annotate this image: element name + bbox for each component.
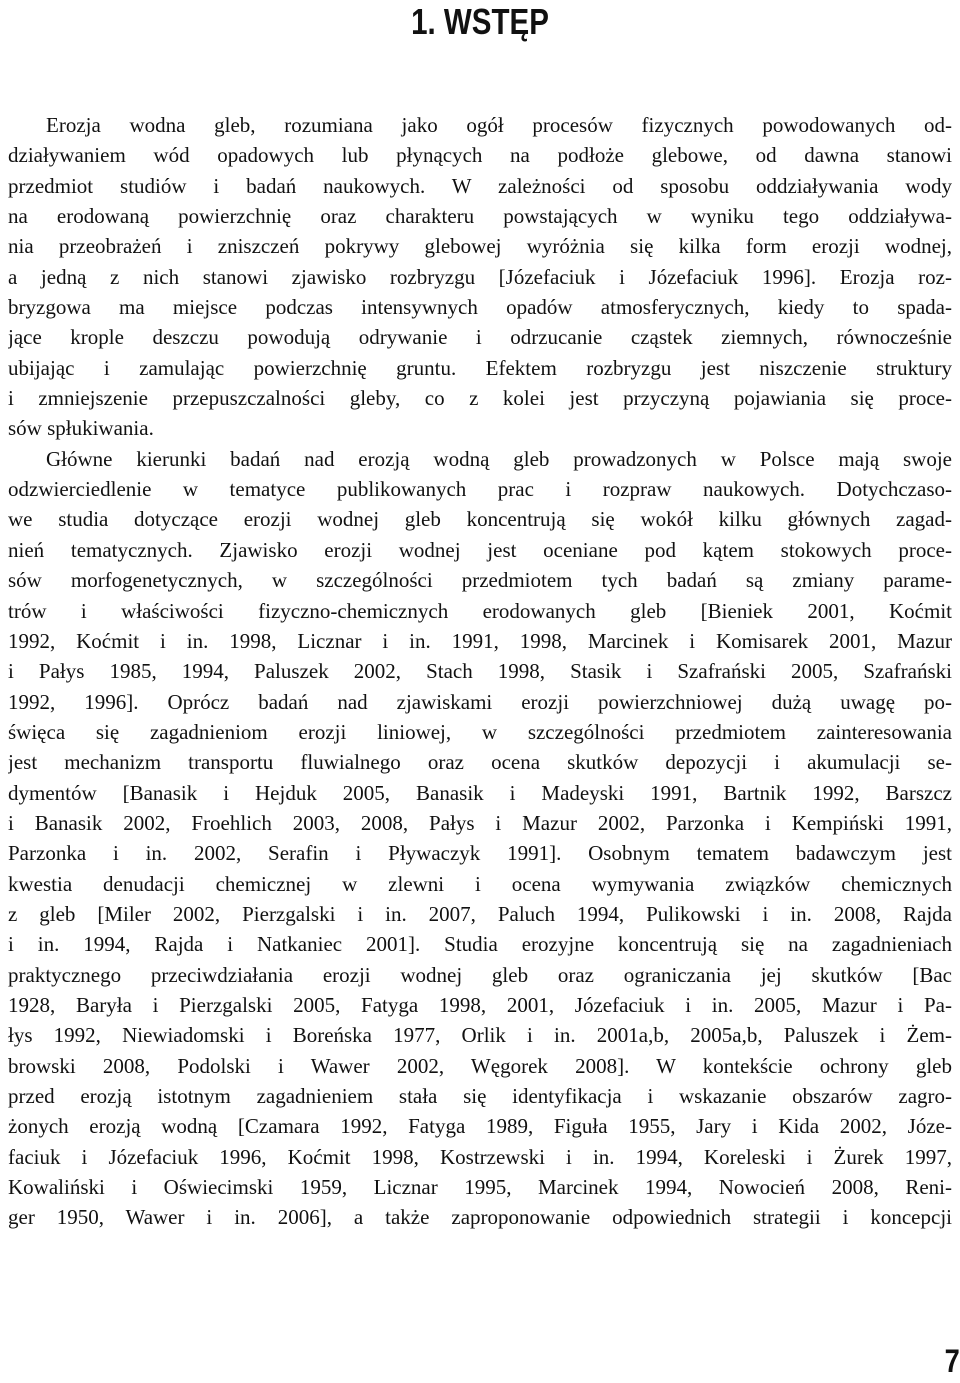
page-number: 7	[944, 1343, 960, 1379]
text-line: z gleb [Miler 2002, Pierzgalski i in. 2007, Paluch 1994, Pulikowski i in. 2008, Rajda	[8, 901, 952, 926]
text-line: święca się zagadnieniom erozji liniowej, w szczególności przedmiotem zainteresowania	[8, 719, 952, 744]
text-line: browski 2008, Podolski i Wawer 2002, Węgorek 2008]. W kontekście ochrony gleb	[8, 1053, 952, 1078]
text-line: Parzonka i in. 2002, Serafin i Pływaczyk 1991]. Osobnym tematem badawczym jest	[8, 841, 952, 866]
text-line: i Pałys 1985, 1994, Paluszek 2002, Stach 1998, Stasik i Szafrański 2005, Szafrański	[8, 659, 952, 684]
body-text	[8, 110, 952, 1233]
text-line: praktycznego przeciwdziałania erozji wodnej gleb oraz ograniczania jej skutków [Bac	[8, 962, 952, 987]
text-line: na erodowaną powierzchnię oraz charakteru powstających w wyniku tego oddziaływa-	[8, 204, 952, 229]
text-line: a jedną z nich stanowi zjawisko rozbryzgu [Józefaciuk i Józefaciuk 1996]. Erozja roz-	[8, 264, 952, 289]
text-line: Kowaliński i Oświecimski 1959, Licznar 1995, Marcinek 1994, Nowocień 2008, Reni-	[8, 1175, 952, 1200]
text-line: Erozja wodna gleb, rozumiana jako ogół procesów fizycznych powodowanych od-	[46, 113, 952, 137]
paragraph	[8, 444, 952, 1233]
text-line: Główne kierunki badań nad erozją wodną gleb prowadzonych w Polsce mają swoje	[46, 446, 952, 471]
text-line: 1992, 1996]. Oprócz badań nad zjawiskami erozji powierzchniowej dużą uwagę po-	[8, 689, 952, 714]
text-line: jest mechanizm transportu fluwialnego oraz ocena skutków depozycji i akumulacji se-	[8, 750, 952, 775]
text-line: faciuk i Józefaciuk 1996, Koćmit 1998, Kostrzewski i in. 1994, Koreleski i Żurek 1997,	[8, 1144, 952, 1169]
text-line: przedmiot studiów i badań naukowych. W zależności od sposobu oddziaływania wody	[8, 173, 952, 198]
text-line: odzwierciedlenie w tematyce publikowanych prac i rozpraw naukowych. Dotychczaso-	[8, 477, 952, 502]
text-line: i in. 1994, Rajda i Natkaniec 2001]. Studia erozyjne koncentrują się na zagadnieniach	[8, 932, 952, 957]
text-line: i Banasik 2002, Froehlich 2003, 2008, Pałys i Mazur 2002, Parzonka i Kempiński 1991,	[8, 810, 952, 835]
text-line: nia przeobrażeń i zniszczeń pokrywy glebowej wyróżnia się kilka form erozji wodnej,	[8, 234, 952, 259]
text-line: kwestia denudacji chemicznej w zlewni i ocena wymywania związków chemicznych	[8, 871, 952, 896]
text-line: nień tematycznych. Zjawisko erozji wodnej jest oceniane pod kątem stokowych proce-	[8, 537, 952, 562]
text-line: żonych erozją wodną [Czamara 1992, Fatyga 1989, Figuła 1955, Jary i Kida 2002, Józe-	[8, 1114, 952, 1139]
text-line: 1992, Koćmit i in. 1998, Licznar i in. 1991, 1998, Marcinek i Komisarek 2001, Mazur	[8, 628, 952, 653]
text-line: ubijając i zamulając powierzchnię gruntu. Efektem rozbryzgu jest niszczenie struktury	[8, 355, 952, 380]
text-line: jące krople deszczu powodują odrywanie i odrzucanie cząstek ziemnych, równocześnie	[8, 325, 952, 350]
text-line: działywaniem wód opadowych lub płynących na podłoże glebowe, od dawna stanowi	[8, 143, 952, 168]
text-line: sów morfogenetycznych, w szczególności przedmiotem tych badań są zmiany parame-	[8, 568, 952, 593]
text-line: bryzgowa ma miejsce podczas intensywnych opadów atmosferycznych, kiedy to spada-	[8, 295, 952, 320]
text-line: sów spłukiwania.	[8, 416, 154, 441]
text-line: i zmniejszenie przepuszczalności gleby, co z kolei jest przyczyną pojawiania się proce-	[8, 386, 952, 411]
text-line: łys 1992, Niewiadomski i Boreńska 1977, Orlik i in. 2001a,b, 2005a,b, Paluszek i Żem-	[8, 1023, 952, 1048]
text-line: we studia dotyczące erozji wodnej gleb koncentrują się wokół kilku głównych zagad-	[8, 507, 952, 532]
text-line: 1928, Baryła i Pierzgalski 2005, Fatyga 1998, 2001, Józefaciuk i in. 2005, Mazur i Pa-	[8, 992, 952, 1017]
chapter-heading: 1. WSTĘP	[411, 1, 549, 42]
text-line: trów i właściwości fizyczno-chemicznych erodowanych gleb [Bieniek 2001, Koćmit	[8, 598, 952, 623]
paragraph	[8, 110, 952, 444]
text-line: przed erozją istotnym zagadnieniem stała się identyfikacja i wskazanie obszarów zagro-	[8, 1084, 952, 1108]
text-line: dymentów [Banasik i Hejduk 2005, Banasik i Madeyski 1991, Bartnik 1992, Barszcz	[8, 780, 952, 805]
text-line: ger 1950, Wawer i in. 2006], a także zaproponowanie odpowiednich strategii i koncepcji	[8, 1205, 952, 1230]
